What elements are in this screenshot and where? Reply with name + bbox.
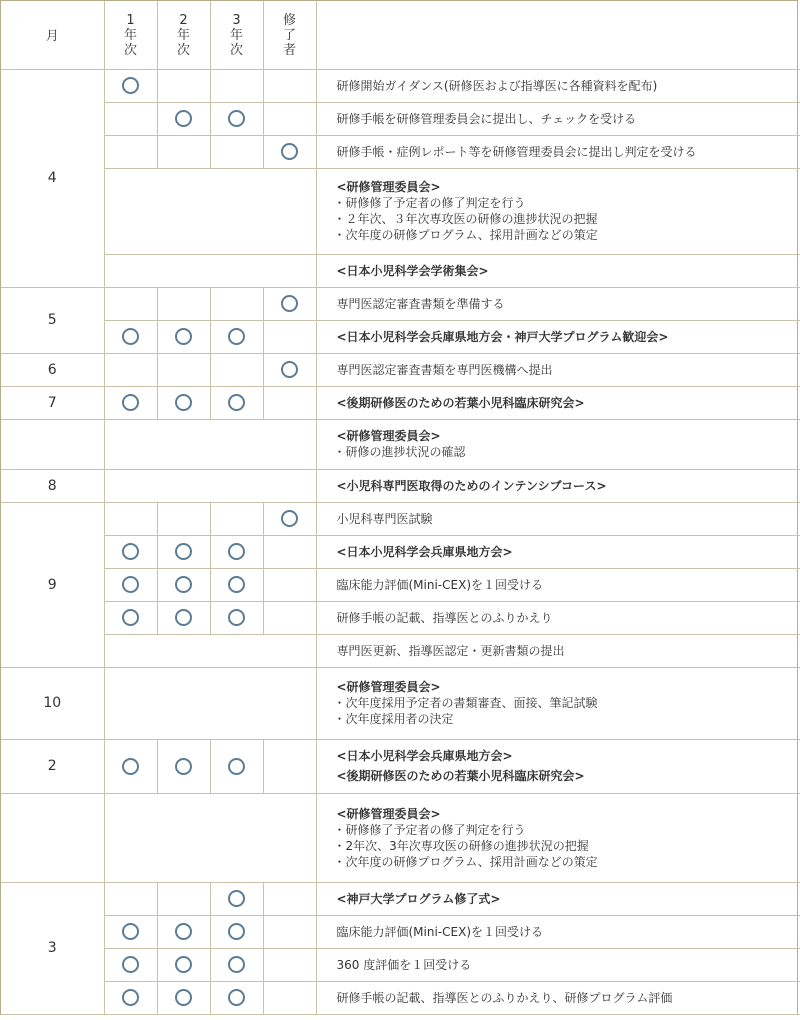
empty-mark-cell [104,469,316,502]
table-row [1,915,800,948]
mark-cell [104,69,157,102]
table-row [1,168,800,254]
mark-cell [157,353,210,386]
mark-cell [263,601,316,634]
mark-cell [210,882,263,915]
table-row [1,353,800,386]
mark-cell [210,981,263,1014]
table-row [1,469,800,502]
circle-mark-icon [122,328,139,345]
mark-cell [157,915,210,948]
description-text: 専門医認定審査書類を専門医機構へ提出 [336,362,553,377]
description-text: <日本小児科学会兵庫県地方会・神戸大学プログラム歓迎会> [336,329,669,344]
description-cell [316,320,800,353]
description-cell [316,386,800,419]
description-text: <神戸大学プログラム修了式> [336,891,501,906]
month-cell: 6 [1,353,104,386]
mark-cell [157,739,210,793]
circle-mark-icon [228,328,245,345]
header-description [316,1,800,69]
description-text: <小児科専門医取得のためのインテンシブコース> [336,478,607,493]
table-row [1,739,800,793]
mark-cell [210,502,263,535]
block-line: ・２年次、３年次専攻医の研修の進捗状況の把握 [333,212,598,226]
mark-cell [104,739,157,793]
description-cell [316,254,800,287]
mark-cell [157,386,210,419]
mark-cell [210,102,263,135]
description-cell [316,135,800,168]
description-cell [316,667,800,739]
mark-cell [263,386,316,419]
table-row [1,419,800,469]
description-text: 研修手帳の記載、指導医とのふりかえり [336,610,553,625]
block-title: <研修管理委員会> [336,806,441,821]
mark-cell [104,287,157,320]
description-cell [316,882,800,915]
circle-mark-icon [228,989,245,1006]
circle-mark-icon [175,758,192,775]
description-cell [316,502,800,535]
mark-cell [263,102,316,135]
table-row [1,535,800,568]
table-row [1,601,800,634]
mark-cell [157,502,210,535]
table-row [1,568,800,601]
mark-cell [104,882,157,915]
mark-cell [157,102,210,135]
block-line: ・研修の進捗状況の確認 [333,445,466,459]
mark-cell [210,287,263,320]
circle-mark-icon [122,923,139,940]
mark-cell [157,981,210,1014]
mark-cell [104,568,157,601]
mark-cell [263,69,316,102]
description-text: 臨床能力評価(Mini-CEX)を１回受ける [336,577,544,592]
description-text: 360 度評価を１回受ける [336,957,472,972]
circle-mark-icon [175,576,192,593]
mark-cell [157,535,210,568]
circle-mark-icon [122,543,139,560]
mark-cell [263,287,316,320]
description-cell [316,419,800,469]
circle-mark-icon [122,77,139,94]
block-line: ・2年次、3年次専攻医の研修の進捗状況の把握 [333,838,589,853]
table-row [1,882,800,915]
mark-cell [157,882,210,915]
month-cell: 8 [1,469,104,502]
mark-cell [263,981,316,1014]
mark-cell [157,287,210,320]
mark-cell [263,739,316,793]
training-schedule-table [1,1,800,1015]
description-text: 研修手帳を研修管理委員会に提出し、チェックを受ける [336,111,637,126]
empty-mark-cell [104,634,316,667]
table-row [1,69,800,102]
header-row [1,1,800,69]
mark-cell [263,915,316,948]
circle-mark-icon [122,989,139,1006]
circle-mark-icon [175,543,192,560]
mark-cell [104,948,157,981]
month-cell: 4 [1,69,104,287]
month-cell: 5 [1,287,104,353]
mark-cell [210,135,263,168]
mark-cell [210,739,263,793]
mark-cell [104,915,157,948]
circle-mark-icon [281,361,298,378]
description-text: 研修開始ガイダンス(研修医および指導医に各種資料を配布) [336,78,658,93]
description-cell [316,287,800,320]
description-text: 研修手帳・症例レポート等を研修管理委員会に提出し判定を受ける [336,144,697,159]
month-cell [1,419,104,469]
description-cell [316,535,800,568]
mark-cell [210,568,263,601]
block-line: ・次年度採用予定者の書類審査、面接、筆記試験 [333,696,598,710]
block-line: ・次年度の研修プログラム、採用計画などの策定 [333,854,598,869]
empty-mark-cell [104,254,316,287]
table-row [1,667,800,739]
mark-cell [157,568,210,601]
description-cell [316,915,800,948]
mark-cell [210,948,263,981]
circle-mark-icon [122,394,139,411]
month-cell: 10 [1,667,104,739]
block-title: <日本小児科学会兵庫県地方会> [336,749,513,763]
description-text: <日本小児科学会兵庫県地方会> [336,544,513,559]
mark-cell [263,535,316,568]
description-cell [316,353,800,386]
circle-mark-icon [228,609,245,626]
table-row [1,320,800,353]
mark-cell [210,353,263,386]
mark-cell [263,320,316,353]
block-line: ・研修修了予定者の修了判定を行う [333,822,526,837]
table-row [1,981,800,1014]
mark-cell [157,135,210,168]
header-month: 月 [1,1,104,69]
table-row [1,634,800,667]
mark-cell [104,386,157,419]
mark-cell [104,535,157,568]
description-text: 小児科専門医試験 [336,511,433,526]
block-title: <研修管理委員会> [336,680,441,694]
circle-mark-icon [228,576,245,593]
circle-mark-icon [175,394,192,411]
circle-mark-icon [281,295,298,312]
month-cell: 9 [1,502,104,667]
circle-mark-icon [122,758,139,775]
mark-cell [157,320,210,353]
description-cell [316,948,800,981]
mark-cell [210,601,263,634]
circle-mark-icon [175,923,192,940]
block-title: <研修管理委員会> [336,429,441,443]
mark-cell [104,135,157,168]
mark-cell [210,320,263,353]
circle-mark-icon [228,758,245,775]
table-row [1,135,800,168]
description-text: <日本小児科学会学術集会> [336,263,489,278]
description-cell [316,793,800,882]
circle-mark-icon [175,609,192,626]
table-row [1,793,800,882]
circle-mark-icon [228,394,245,411]
table-row [1,254,800,287]
description-text: 専門医更新、指導医認定・更新書類の提出 [336,643,565,658]
month-cell: 7 [1,386,104,419]
mark-cell [104,320,157,353]
table-row [1,386,800,419]
description-cell [316,102,800,135]
table-row [1,502,800,535]
circle-mark-icon [228,543,245,560]
empty-mark-cell [104,667,316,739]
mark-cell [210,69,263,102]
circle-mark-icon [281,143,298,160]
mark-cell [104,502,157,535]
description-cell [316,634,800,667]
block-line: ・次年度採用者の決定 [333,712,454,726]
mark-cell [157,69,210,102]
circle-mark-icon [281,510,298,527]
table-row [1,948,800,981]
mark-cell [263,353,316,386]
description-cell [316,981,800,1014]
description-text: 臨床能力評価(Mini-CEX)を１回受ける [336,924,544,939]
description-cell [316,601,800,634]
header-completed: 修 了 者 [263,1,316,69]
circle-mark-icon [122,576,139,593]
circle-mark-icon [228,923,245,940]
description-text: 専門医認定審査書類を準備する [336,296,505,311]
circle-mark-icon [228,110,245,127]
circle-mark-icon [228,956,245,973]
mark-cell [263,502,316,535]
mark-cell [104,353,157,386]
block-title: <後期研修医のための若葉小児科臨床研究会> [336,769,585,783]
mark-cell [263,568,316,601]
mark-cell [104,102,157,135]
description-text: <後期研修医のための若葉小児科臨床研究会> [336,395,585,410]
circle-mark-icon [122,956,139,973]
block-line: ・研修修了予定者の修了判定を行う [333,196,526,210]
empty-mark-cell [104,419,316,469]
empty-mark-cell [104,793,316,882]
table-row [1,287,800,320]
empty-mark-cell [104,168,316,254]
month-cell: 2 [1,739,104,793]
header-year-1: 1 年 次 [104,1,157,69]
mark-cell [263,135,316,168]
circle-mark-icon [175,110,192,127]
circle-mark-icon [122,609,139,626]
circle-mark-icon [228,890,245,907]
mark-cell [157,948,210,981]
header-year-2: 2 年 次 [157,1,210,69]
block-title: <研修管理委員会> [336,180,441,194]
description-cell [316,69,800,102]
mark-cell [263,882,316,915]
table-row [1,102,800,135]
mark-cell [104,981,157,1014]
month-cell: 3 [1,882,104,1014]
mark-cell [210,915,263,948]
description-cell [316,568,800,601]
header-year-3: 3 年 次 [210,1,263,69]
description-cell [316,469,800,502]
mark-cell [210,386,263,419]
description-cell [316,739,800,793]
mark-cell [210,535,263,568]
mark-cell [157,601,210,634]
description-text: 研修手帳の記載、指導医とのふりかえり、研修プログラム評価 [336,990,673,1005]
month-cell [1,793,104,882]
circle-mark-icon [175,328,192,345]
block-line: ・次年度の研修プログラム、採用計画などの策定 [333,228,598,242]
mark-cell [263,948,316,981]
circle-mark-icon [175,956,192,973]
circle-mark-icon [175,989,192,1006]
description-cell [316,168,800,254]
mark-cell [104,601,157,634]
